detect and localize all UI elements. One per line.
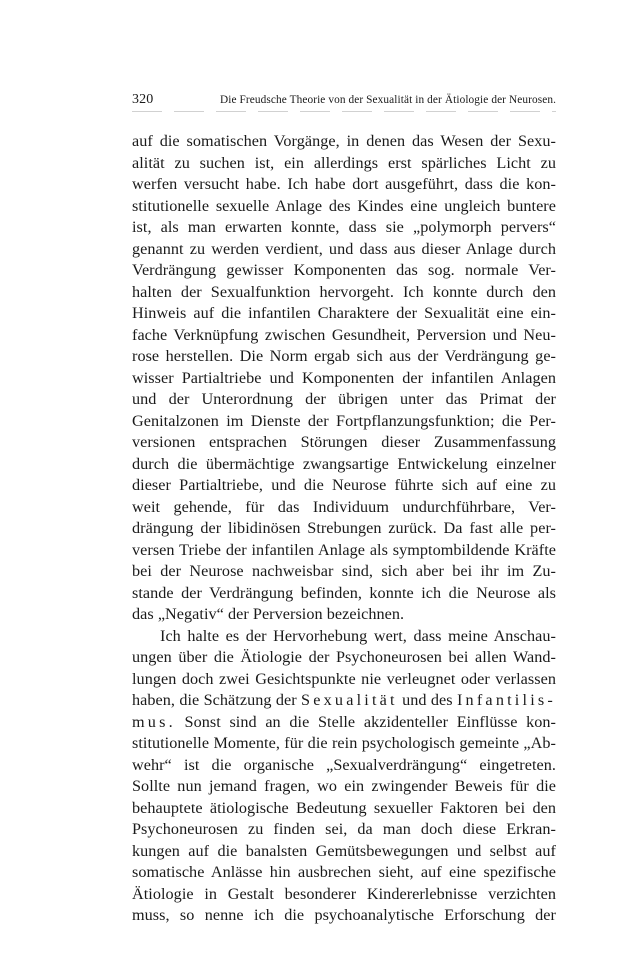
text-line: stitutionelle sexuelle Anlage des Kindes eine ungleich buntere [132,196,556,215]
paragraph-1 [132,131,556,626]
text-line: versen Triebe der infantilen Anlage als symptombildende Kräfte [132,540,556,559]
text-line: weit gehende, für das Individuum undurchführbare, Ver- [132,497,556,516]
text-line: wehr“ ist die organische „Sexualverdrängung“ eingetreten. [132,755,556,774]
paragraph-2 [132,626,556,927]
text-line: versionen entsprachen Störungen dieser Zusammenfassung [132,433,556,451]
text-line: muss, so nenne ich die psychoanalytische Erforschung der [132,906,556,924]
text-line: bei der Neurose nachweisbar sind, sich aber bei ihr im Zu- [132,562,556,580]
text-line: ungen über die Ätiologie der Psychoneurosen bei allen Wand- [132,648,556,666]
text-line: lungen doch zwei Gesichtspunkte nie verleugnet oder verlassen [132,669,556,688]
text-line: Psychoneurosen zu finden sei, da man doch diese Erkran- [132,820,556,838]
running-head-rule [132,111,556,112]
text-line: dieser Partialtriebe, und die Neurose führte sich auf eine zu [132,476,556,494]
text-line [132,690,556,712]
running-head [132,92,556,108]
document-page [132,92,556,927]
text-line: durch die übermächtige zwangsartige Entwickelung einzelner [132,454,556,473]
text-line: somatische Anlässe hin ausbrechen sieht, auf eine spezifische [132,863,556,881]
emphasized-term: Infantilis- [456,691,556,709]
text-line: auf die somatischen Vorgänge, in denen das Wesen der Sexu- [132,132,556,150]
running-head-title: Die Freudsche Theorie von der Sexualität in der Ätiologie der Neurosen. [220,94,556,106]
text-line: Verdrängung gewisser Komponenten das sog. normale Ver- [132,261,556,279]
text-line: behauptete ätiologische Bedeutung sexueller Faktoren bei den [132,798,556,817]
text-line: fache Verknüpfung zwischen Gesundheit, Perversion und Neu- [132,325,556,344]
page-number: 320 [132,92,154,107]
text-line: stande der Verdrängung befinden, konnte ich die Neurose als [132,583,556,602]
text-line: ist, als man erwarten konnte, dass sie „polymorph pervers“ [132,218,556,236]
text-line: stitutionelle Momente, für die rein psychologisch gemeinte „Ab- [132,734,556,752]
emphasized-term: mus. [132,712,176,731]
text-line: alität zu suchen ist, ein allerdings erst spärliches Licht zu [132,153,556,172]
body-text [132,131,556,927]
emphasized-term: Sexualität [301,691,398,709]
text-line: Ich halte es der Hervorhebung wert, dass meine Anschau- [160,626,556,645]
text-line: genannt zu werden verdient, und dass aus dieser Anlage durch [132,239,556,258]
text-line: rose herstellen. Die Norm ergab sich aus der Verdrängung ge- [132,347,556,365]
text-line: das „Negativ“ der Perversion bezeichnen. [132,605,405,623]
text-run: und des [397,691,457,709]
text-line: Ätiologie in Gestalt besonderer Kindererlebnisse verzichten [132,884,556,903]
text-line: und der Unterordnung der übrigen unter das Primat der [132,390,556,408]
text-line: wisser Partialtriebe und Komponenten der infantilen Anlagen [132,368,556,387]
text-line: Sollte nun jemand fragen, wo ein zwingender Beweis für die [132,777,556,795]
text-line: halten der Sexualfunktion hervorgeht. Ich konnte durch den [132,282,556,301]
text-line: Genitalzonen im Dienste der Fortpflanzungsfunktion; die Per- [132,411,556,430]
text-line: kungen auf die banalsten Gemütsbewegungen und selbst auf [132,841,556,860]
text-line: Hinweis auf die infantilen Charaktere der Sexualität eine ein- [132,304,556,322]
text-run: Sonst sind an die Stelle akzidenteller Einflüsse kon- [175,712,556,731]
text-line [132,712,556,734]
text-line: drängung der libidinösen Strebungen zurück. Da fast alle per- [132,519,556,537]
text-line: werfen versucht habe. Ich habe dort ausgeführt, dass die kon- [132,175,556,193]
text-run: haben, die Schätzung der [132,691,302,709]
